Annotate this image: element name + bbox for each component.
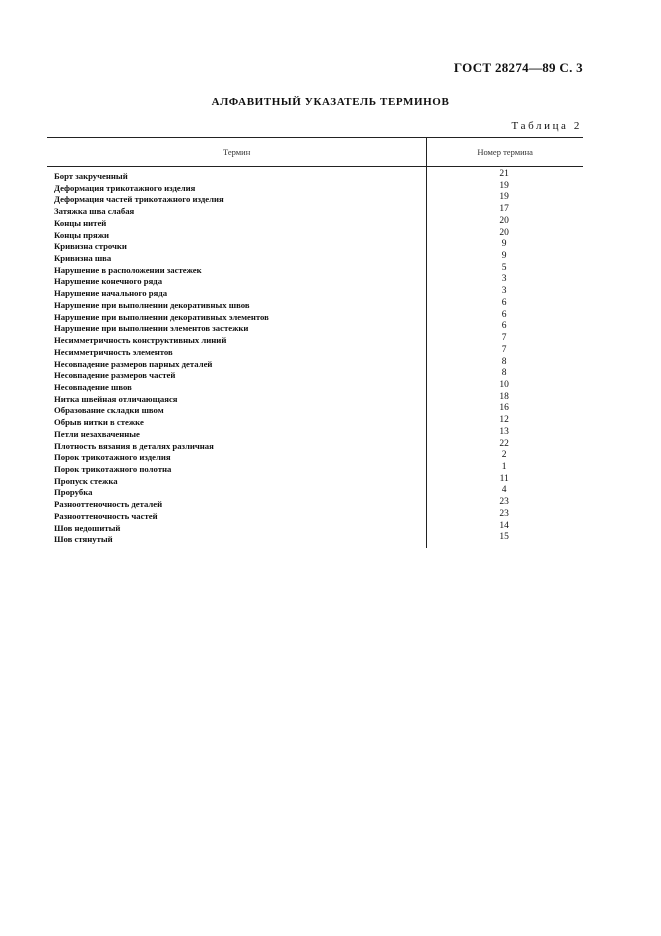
table-cell-term: Деформация трикотажного изделия xyxy=(54,182,196,193)
table-cell-term: Нарушение конечного ряда xyxy=(54,276,163,287)
table-cell-number: 18 xyxy=(499,391,509,402)
terms-table xyxy=(47,137,583,548)
table-cell-term: Кривизна шва xyxy=(54,253,112,264)
table-cell-term: Кривизна строчки xyxy=(54,241,127,252)
table-cell-number: 16 xyxy=(499,403,509,414)
table-cell-term: Несовпадение размеров частей xyxy=(54,370,176,381)
table-cell-term: Шов стянутый xyxy=(54,534,113,545)
table-cell-number: 21 xyxy=(499,169,509,179)
table-cell-number: 11 xyxy=(499,473,509,484)
table-cell-term: Несимметричность конструктивных линий xyxy=(54,335,227,346)
table-cell-term: Порок трикотажного изделия xyxy=(54,452,171,463)
table-cell-term: Нарушение при выполнении элементов застежки xyxy=(54,323,249,334)
table-cell-number: 23 xyxy=(499,508,509,519)
table-cell-term: Обрыв нитки в стежке xyxy=(54,417,144,428)
table-cell-term: Нарушение при выполнении декоративных элементов xyxy=(54,311,269,322)
table-cell-term: Плотность вязания в деталях различная xyxy=(54,440,214,451)
table-cell-term: Несимметричность элементов xyxy=(54,346,173,357)
table-cell-term: Нитка швейная отличающаяся xyxy=(54,393,178,404)
table-cell-number: 14 xyxy=(499,520,509,531)
column-header-number: Номер термина xyxy=(426,138,583,166)
page-header-doc-ref: ГОСТ 28274—89 С. 3 xyxy=(453,60,583,75)
table-cell-number: 6 xyxy=(501,321,507,332)
table-cell-number: 6 xyxy=(501,309,507,320)
table-cell-number: 1 xyxy=(501,461,507,472)
table-cell-number: 7 xyxy=(501,344,507,355)
table-cell-term: Несовпадение швов xyxy=(54,381,132,392)
table-cell-number: 15 xyxy=(499,532,509,543)
table-label: Таблица 2 xyxy=(511,120,582,132)
table-cell-term: Деформация частей трикотажного изделия xyxy=(54,194,224,205)
table-cell-number: 4 xyxy=(501,485,507,496)
table-cell-number: 6 xyxy=(501,297,507,308)
table-cell-term: Нарушение начального ряда xyxy=(54,288,168,299)
table-cell-term: Борт закрученный xyxy=(54,171,128,181)
terms-column xyxy=(47,167,426,548)
table-cell-number: 13 xyxy=(499,426,509,437)
table-cell-term: Несовпадение размеров парных деталей xyxy=(54,358,213,369)
table-cell-number: 9 xyxy=(501,239,507,250)
table-cell-number: 17 xyxy=(499,204,509,215)
table-cell-term: Затяжка шва слабая xyxy=(54,206,135,217)
table-cell-term: Пропуск стежка xyxy=(54,475,118,486)
table-cell-term: Концы нитей xyxy=(54,217,107,228)
page-title: АЛФАВИТНЫЙ УКАЗАТЕЛЬ ТЕРМИНОВ xyxy=(211,96,450,108)
table-cell-number: 19 xyxy=(499,192,509,203)
table-body xyxy=(47,167,583,548)
table-cell-term: Прорубка xyxy=(54,487,93,498)
table-cell-term: Концы пряжи xyxy=(54,229,110,240)
numbers-column xyxy=(426,167,583,548)
table-cell-number: 9 xyxy=(501,251,507,262)
table-cell-number: 10 xyxy=(499,379,509,390)
table-cell-number: 12 xyxy=(499,415,509,426)
table-cell-number: 3 xyxy=(501,274,507,285)
table-cell-number: 22 xyxy=(499,438,509,449)
table-header-row xyxy=(47,137,583,167)
column-header-term: Термин xyxy=(223,147,251,157)
table-cell-term: Нарушение в расположении застежек xyxy=(54,264,202,275)
table-cell-number: 8 xyxy=(501,356,507,367)
table-cell-number: 8 xyxy=(501,368,507,379)
table-cell-number: 19 xyxy=(499,180,509,191)
table-cell-term: Разнооттеночность деталей xyxy=(54,499,163,510)
table-cell-term: Разнооттеночность частей xyxy=(54,510,158,521)
table-cell-number: 2 xyxy=(501,450,507,461)
table-cell-term: Порок трикотажного полотна xyxy=(54,463,172,474)
table-cell-number: 20 xyxy=(499,215,509,226)
table-cell-number: 3 xyxy=(501,286,507,297)
table-cell-term: Образование складки швом xyxy=(54,405,164,416)
table-cell-number: 7 xyxy=(501,333,507,344)
table-cell-number: 20 xyxy=(499,227,509,238)
table-cell-term: Нарушение при выполнении декоративных швов xyxy=(54,299,250,310)
table-cell-term: Шов недошитый xyxy=(54,522,121,533)
table-cell-number: 5 xyxy=(501,262,507,273)
table-cell-number: 23 xyxy=(499,497,509,508)
table-cell-term: Петли незахваченные xyxy=(54,428,140,439)
